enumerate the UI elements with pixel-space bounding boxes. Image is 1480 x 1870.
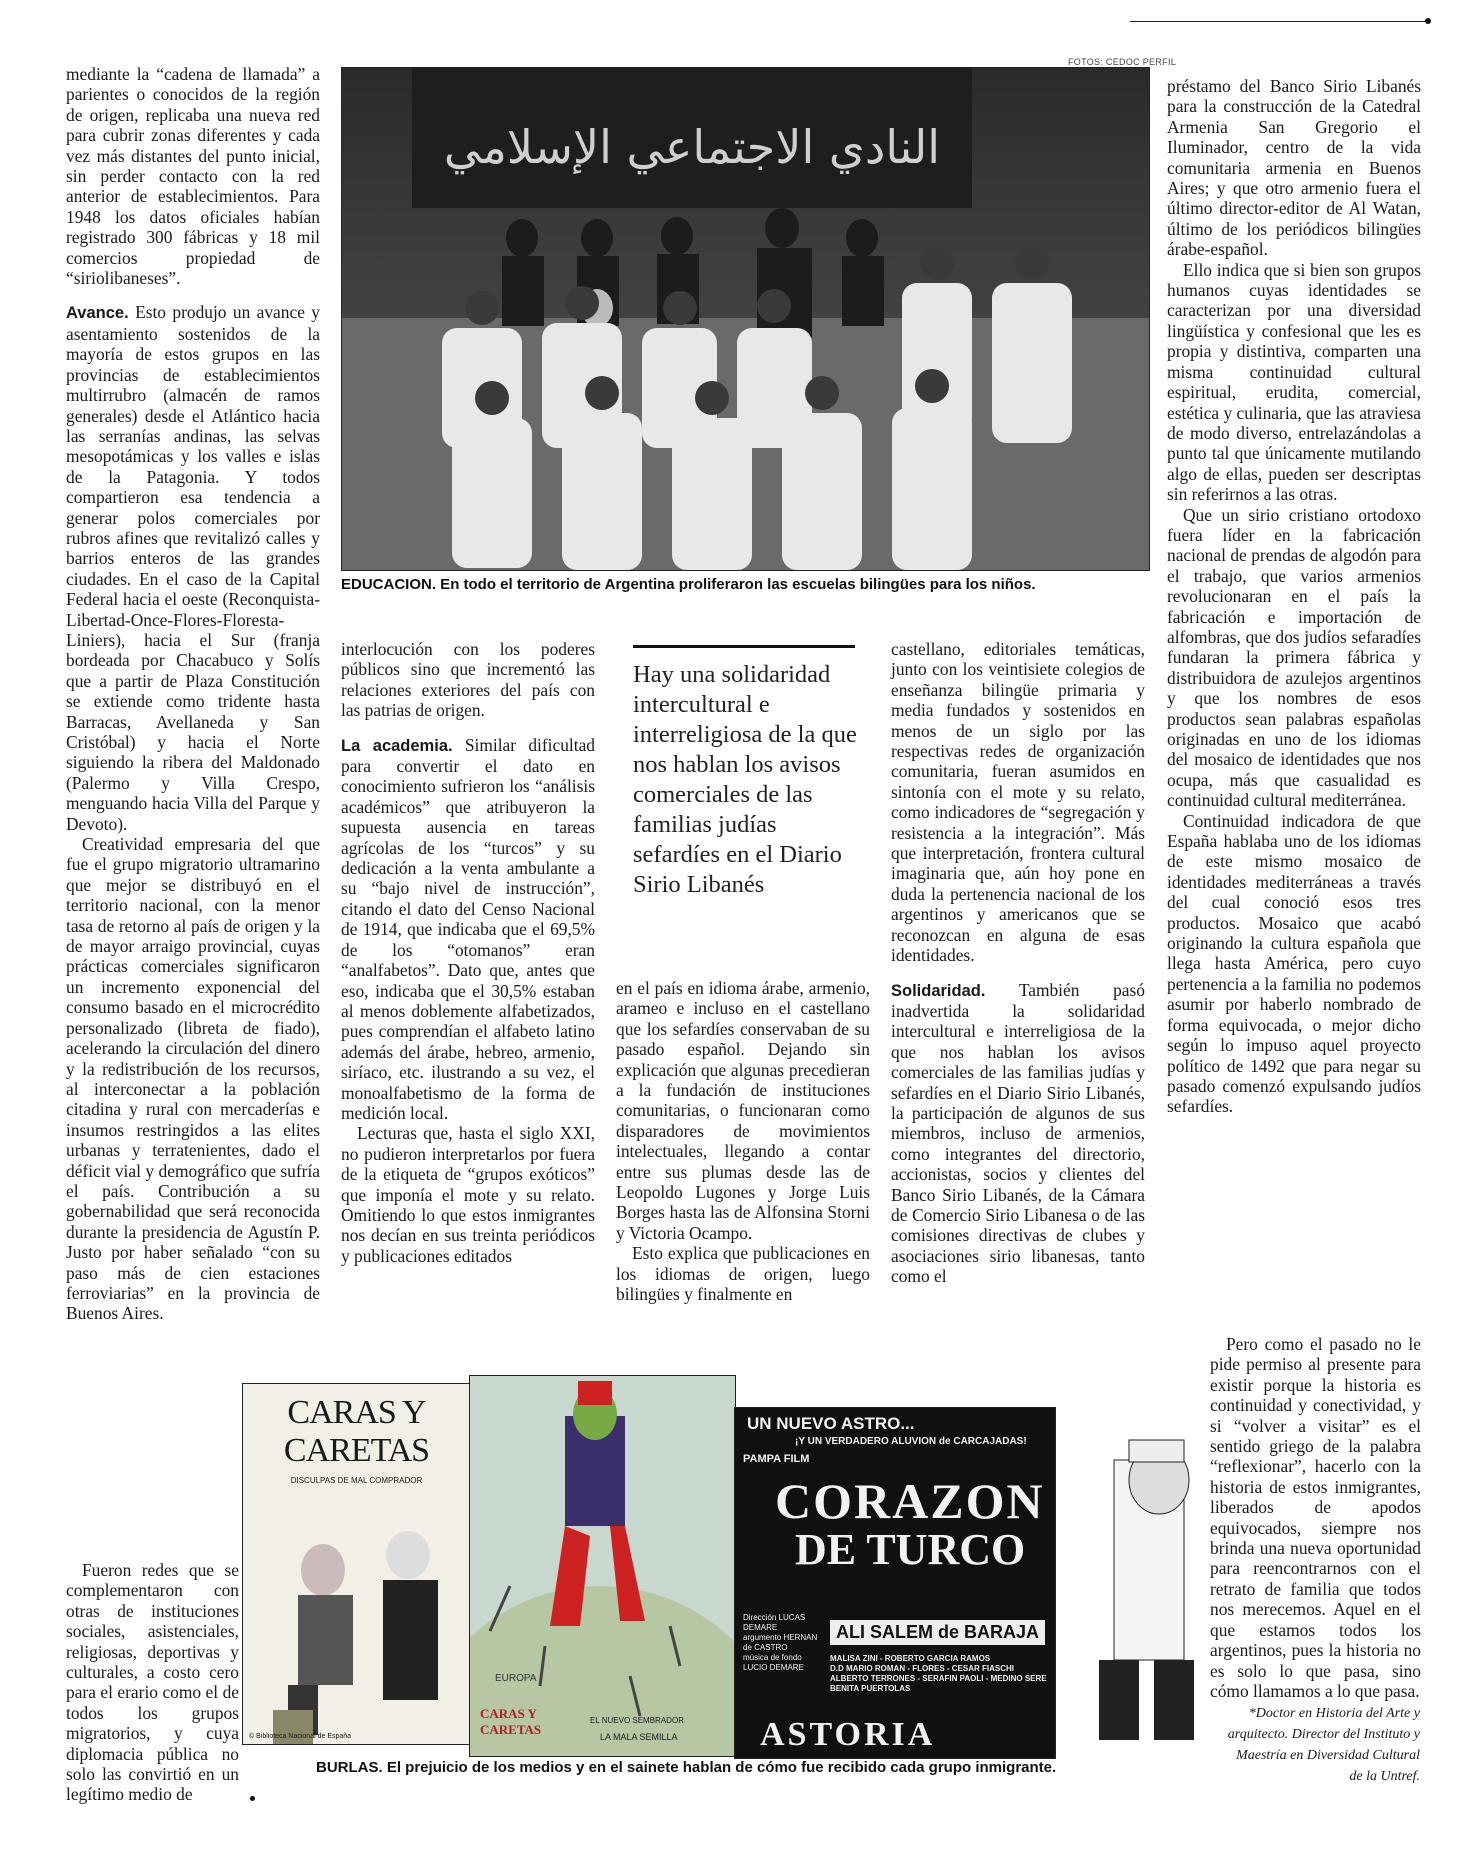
classroom-photo-art: [342, 68, 1149, 570]
col2-paragraph-2: [341, 735, 595, 1124]
col4-paragraph-2: [891, 980, 1145, 1287]
posters-caption: [316, 1759, 1056, 1776]
classroom-photo: [341, 67, 1150, 571]
caras2-title: CARAS Y CARETAS: [480, 1706, 542, 1737]
movie-writer: argumento HERNAN de CASTRO: [743, 1633, 818, 1652]
col1-paragraph-4: Fueron redes que se complementaron con otras de instituciones sociales, asistenciales, religiosas, deportivas y culturales, a costo cero para el erario como el de todos los grupos migratorios, y cuya diplomacia pública no solo las convirtió en un legítimo medio de: [66, 1560, 239, 1805]
chalkboard-text: النادي الاجتماعي الإسلامي: [443, 120, 941, 174]
column-5: [1167, 76, 1421, 1117]
caras1-footer: © Biblioteca Nacional de España: [249, 1733, 352, 1740]
col5-paragraph-3: Que un sirio cristiano ortodoxo fuera líder en la fabricación nacional de prendas de algodón para el trabajo, que varios armenios revolucionaran en el país la fabricación e importación de alfombras, que dos judíos sefaradíes fundaran la primera fábrica y distribuidora de azulejos argentinos y que los nombres de esos productos sean palabras españolas originadas en uno de los idiomas del mosaico de identidades que nos ocupa, más que casualidad es continuidad cultural mediterránea.: [1167, 504, 1421, 811]
movie-sub: ¡Y UN VERDADERO ALUVION de CARCAJADAS!: [795, 1436, 1027, 1447]
col4-paragraph-1: castellano, editoriales temáticas, junto con los veintisiete colegios de enseñanza bilingüe primaria y media fundados y sostenidos en menos de un siglo por las respectivas redes de organización comunitaria, fueran asumidos en sintonía con el mote y su relato, como indicadores de “segregación y resistencia a la integración”. Más que interpretación, frontera cultural imaginaria que, aún hoy pone en duda la pertenencia nacional de los argentinos y americanos que se reconozcan en alguna de esas identidades.: [891, 639, 1145, 966]
pullquote: Hay una solidaridad intercultural e interreligiosa de la que nos hablan los avisos comerciales de las familias judías sefardíes en el Diario Sirio Libanés: [633, 661, 857, 898]
photo-credit: FOTOS: CEDOC PERFIL: [1068, 57, 1177, 67]
column-1: [66, 64, 320, 1324]
col1-paragraph-2: [66, 302, 320, 834]
caras1-subtitle: DISCULPAS DE MAL COMPRADOR: [290, 1476, 423, 1485]
caras2-illustration: [470, 1376, 735, 1756]
corazon-de-turco-poster: [734, 1407, 1056, 1759]
movie-director: Dirección LUCAS DEMARE: [743, 1613, 806, 1632]
caras1-cartoon: [243, 1485, 470, 1745]
col2-paragraph-3: Lecturas que, hasta el siglo XXI, no pudieron interpretarlos por fuera de la etiqueta de “grupos exóticos” que imponía el mote y su relato. Omitiendo lo que estos inmigrantes nos decían en sus treinta periódicos y publicaciones editados: [341, 1123, 595, 1266]
movie-cast-3: ALBERTO TERRONES - SERAFIN PAOLI - MEDINO SERE: [830, 1674, 1047, 1683]
movie-cast-2: D.D MARIO ROMAN - FLORES - CESAR FIASCHI: [830, 1664, 1014, 1673]
movie-cast-1: MALISA ZINI - ROBERTO GARCIA RAMOS: [830, 1654, 991, 1663]
column-3: [616, 978, 870, 1305]
col1-paragraph-3: Creatividad empresaria del que fue el grupo migratorio ultramarino que mejor se distribuyó en el territorio nacional, con la menor tasa de retorno al país de origen y la de mayor arraigo provincial, cuyas prácticas comerciales significaron un incremento exponencial del consumo basado en el microcrédito personalizado (libreta de fiado), acelerando la circulación del dinero y la redistribución de los recursos, al interconectar a la población citadina y rural con mercaderías e insumos restringidos a las elites urbanas y terratenientes, dado el déficit vial y demográfico que sufría el país. Contribución a su gobernabilidad que será reconocida durante la presidencia de Agustín P. Justo por haber señalado “con su paso más de cien estaciones ferroviarias” en la provincia de Buenos Aires.: [66, 834, 320, 1324]
column-4: [891, 639, 1145, 1287]
movie-studio: PAMPA FILM: [743, 1453, 810, 1465]
movie-music: música de fondo LUCIO DEMARE: [743, 1653, 804, 1672]
pullquote-rule: [633, 645, 855, 648]
col2-paragraph-1: interlocución con los poderes públicos sino que incrementó las relaciones exteriores del país con las patrias de origen.: [341, 639, 595, 721]
author-bio: *Doctor en Historia del Arte y arquitecto. Director del Instituto y Maestría en Diversidad Cultural de la Untref.: [1227, 1706, 1420, 1784]
col1-paragraph-2-text: Esto produjo un avance y asentamiento sostenidos de la mayoría de estos grupos en las provincias de establecimientos multirrubro (almacén de ramos generales) desde el Atlántico hacia las serranías andinas, las selvas mesopotámicas y los valles e islas de la Patagonia. Y todos compartieron esa tendencia a generar polos comerciales por rubros afines que revitalizó calles y barrios enteros de las grandes ciudades. En el caso de la Capital Federal hacia el oeste (Reconquista-Libertad-Once-Flores-Floresta-Liniers), hacia el Sur (franja bordeada por Chacabuco y Solís que a partir de Plaza Constitución se extiende como tridente hasta Barracas, Avellaneda y San Cristóbal) y hacia el Norte siguiendo la ribera del Maldonado (Palermo y Villa Crespo, menguando hacia Villa del Parque y Devoto).: [66, 302, 320, 834]
page-bullet: [250, 1796, 255, 1801]
caras2-caption-2: LA MALA SEMILLA: [600, 1732, 678, 1742]
movie-cast-4: BENITA PUERTOLAS: [830, 1684, 911, 1693]
col5-paragraph-1: préstamo del Banco Sirio Libanés para la construcción de la Catedral Armenia San Gregorio el Iluminador, centro de la vida comunitaria armenia en Buenos Aires; y que otro armenio fuera el último director-editor de Al Watan, último de los periódicos bilingües árabe-español.: [1167, 76, 1421, 260]
posters-caption-lead: BURLAS.: [316, 1759, 383, 1776]
top-rule: [1130, 21, 1430, 22]
col1-lead-avance: Avance.: [66, 304, 129, 323]
col5-paragraph-4: Continuidad indicadora de que España hablaba uno de los idiomas de este mismo mosaico de identidades mediterráneas a través del cual conoció esos tres productos. Mosaico que acabó originando la cultura española que llega hasta América, pero cuyo pertenencia a la familia no podemos asumir por haberlo nombrado de forma equivocada, o mejor dicho según lo impuso aquel proyecto político de 1492 que para negar su pasado comenzó expulsando judíos sefardíes.: [1167, 810, 1421, 1117]
movie-cinema: ASTORIA: [760, 1716, 936, 1753]
column-5-continued: [1210, 1334, 1421, 1701]
movie-title-2: DE TURCO: [795, 1525, 1026, 1574]
movie-title-1: CORAZON: [775, 1473, 1045, 1529]
photo-caption: [341, 576, 1036, 593]
caras2-caption-1: EL NUEVO SEMBRADOR: [590, 1716, 684, 1725]
col4-lead-solidaridad: Solidaridad.: [891, 981, 986, 1000]
col1-paragraph-1: mediante la “cadena de llamada” a parientes o conocidos de la región de origen, replicaba una nueva red para cubrir zonas diferentes y cada vez más distantes del punto inicial, sin perder contacto con la red anterior de establecimientos. Para 1948 los datos oficiales habían registrado 300 fábricas y 18 mil comercios propiedad de “siriolibaneses”.: [66, 64, 320, 289]
column-2: [341, 639, 595, 1266]
col3-paragraph-1: en el país en idioma árabe, armenio, arameo e incluso en el castellano que los sefardíes conservaban de su pasado español. Dejando sin explicación que algunas precedieran a la fundación de instituciones comunitarias, o funcionaran como disparadores de movimientos intelectuales, llegando a contar entre sus plumas desde las de Leopoldo Lugones y Jorge Luis Borges hasta las de Alfonsina Storni y Victoria Ocampo.: [616, 978, 870, 1243]
col2-paragraph-2-text: Similar dificultad para convertir el dato en conocimiento sufrieron los “análisis académicos” que atribuyeron la supuesta ausencia en tareas agrícolas de los “turcos” y su dedicación a la venta ambulante a su “bajo nivel de instrucción”, citando el dato del Censo Nacional de 1914, que indicaba que el 69,5% de los “otomanos” eran “analfabetos”. Dato que, antes que eso, indicaba que el 30,5% estaban al menos doblemente alfabetizados, pues comprendían el alfabeto latino además del árabe, hebreo, armenio, siríaco, etc. ilustrando a su vez, el monoalfabetismo de la forma de medición local.: [341, 734, 595, 1123]
top-bullet: [1425, 18, 1431, 24]
col4-paragraph-2-text: También pasó inadvertida la solidaridad intercultural e interreligiosa de la que nos hablan los avisos comerciales de las familias judías y sefardíes en el Diario Sirio Libanés, la participación de algunos de sus miembros, incluso de armenios, como integrantes del directorio, accionistas, socios y clientes del Banco Sirio Libanés, de la Cámara de Comercio Sirio Libanesa o de las comisiones directivas de clubes y asociaciones sirio libanesas, tanto como el: [891, 979, 1145, 1287]
movie-star: ALI SALEM de BARAJA: [830, 1620, 1045, 1645]
photo-caption-text: En todo el territorio de Argentina proliferaron las escuelas bilingües para los niños.: [436, 576, 1036, 593]
caras1-title: CARAS Y CARETAS: [283, 1394, 430, 1469]
caras2-globe-label: EUROPA: [495, 1673, 537, 1684]
col5-paragraph-2: Ello indica que si bien son grupos humanos cuyas identidades se caracterizan por una diversidad lingüística y confesional que les es propia y distintiva, comparten una misma continuidad cultural espiritual, erudita, comercial, estética y culinaria, que las atraviesa de modo diverso, entrelazándolas a punto tal que únicamente mutilando algo de ellas, pueden ser descriptas sin referirnos a las otras.: [1167, 259, 1421, 505]
col3-paragraph-2: Esto explica que publicaciones en los idiomas de origen, luego bilingües y finalmente en: [616, 1243, 870, 1305]
col2-lead-academia: La academia.: [341, 736, 453, 755]
photo-caption-lead: EDUCACION.: [341, 576, 437, 593]
comedian-figure: [1054, 1420, 1204, 1750]
col5-paragraph-5: Pero como el pasado no le pide permiso al presente para existir porque la historia es continuidad y conectividad, y si “volver a visitar” es el sentido griego de la palabra “reflexionar”, hacerlo con la historia de estos inmigrantes, liberados de apodos equivocados, siempre nos brinda una nueva oportunidad para reencontrarnos con el retrato de familia que todos nos merecemos. Aquel en el que estamos todos los argentinos, pues la historia no es solo lo que pasa, sino cómo llamamos a lo que pasa.: [1210, 1334, 1421, 1701]
caras-y-caretas-cover-1: [242, 1383, 471, 1745]
column-1-continued: [66, 1560, 239, 1805]
posters-caption-text: El prejuicio de los medios y en el sainete hablan de cómo fue recibido cada grupo inmigrante.: [382, 1759, 1057, 1776]
caras-y-caretas-cover-2: [469, 1375, 736, 1757]
movie-top: UN NUEVO ASTRO...: [747, 1414, 915, 1433]
